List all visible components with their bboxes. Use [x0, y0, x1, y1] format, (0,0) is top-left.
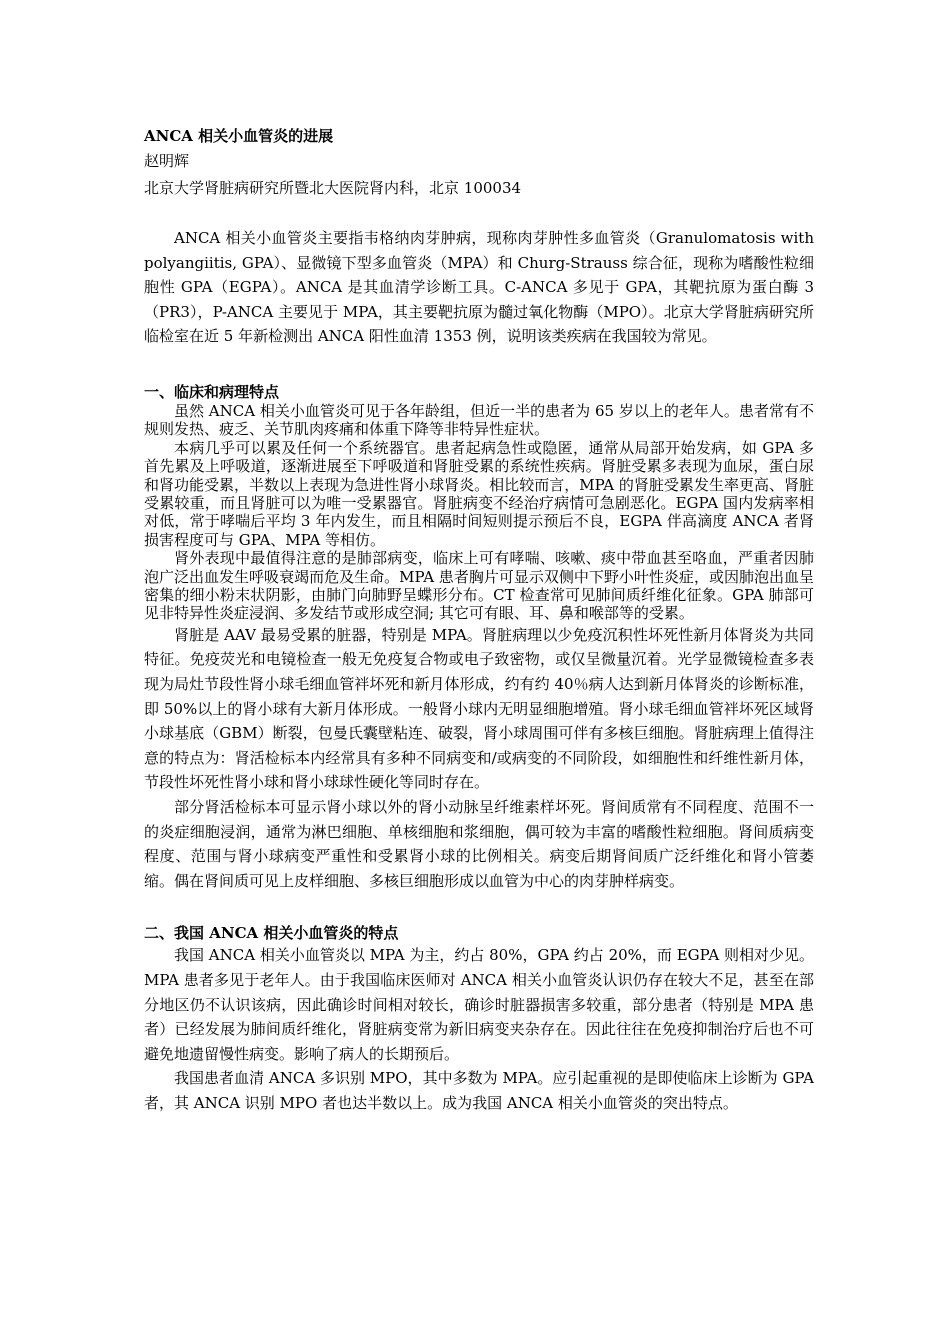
intro-paragraph: ANCA 相关小血管炎主要指韦格纳肉芽肿病，现称肉芽肿性多血管炎（Granulomatosis with polyangiitis, GPA）、显微镜下型多血管炎（MPA）和 Churg-Strauss 综合征，现称为嗜酸性粒细胞性 GPA（EGPA）。ANCA 是其血清学诊断工具。C-ANCA 多见于 GPA，其靶抗原为蛋白酶 3（PR3），P-ANCA 主要见于 MPA，其主要靶抗原为髓过氧化物酶（MPO）。北京大学肾脏病研究所临检室在近 5 年新检测出 ANCA 阳性血清 1353 例，说明该类疾病在我国较为常见。	[144, 229, 814, 346]
author-name: 赵明辉	[144, 152, 190, 170]
section1-paragraph-3: 肾外表现中最值得注意的是肺部病变，临床上可有哮喘、咳嗽、痰中带血甚至咯血，严重者因肺泡广泛出血发生呼吸衰竭而危及生命。MPA 患者胸片可显示双侧中下野小叶性炎症，或因肺泡出血呈密集的细小粉末状阴影，由肺门向肺野呈蝶形分布。CT 检查常可见肺间质纤维化征象。GPA 肺部可见非特异性炎症浸润、多发结节或形成空洞; 其它可有眼、耳、鼻和喉部等的受累。	[144, 549, 814, 623]
section1-paragraph-4: 肾脏是 AAV 最易受累的脏器，特别是 MPA。肾脏病理以少免疫沉积性坏死性新月体肾炎为共同特征。免疫荧光和电镜检查一般无免疫复合物或电子致密物，或仅呈微量沉着。光学显微镜检查多表现为局灶节段性肾小球毛细血管袢坏死和新月体形成，约有约 40％病人达到新月体肾炎的诊断标准，即 50%以上的肾小球有大新月体形成。一般肾小球内无明显细胞增殖。肾小球毛细血管袢坏死区域肾小球基底（GBM）断裂，包曼氏囊壁粘连、破裂，肾小球周围可伴有多核巨细胞。肾脏病理上值得注意的特点为：肾活检标本内经常具有多种不同病变和/或病变的不同阶段，如细胞性和纤维性新月体，节段性坏死性肾小球和肾小球球性硬化等同时存在。	[144, 625, 814, 792]
spacer	[144, 202, 814, 226]
document-title: ANCA 相关小血管炎的进展	[144, 127, 334, 145]
author-affiliation: 北京大学肾脏病研究所暨北大医院肾内科，北京 100034	[144, 179, 522, 197]
spacer	[144, 893, 814, 923]
section2-paragraph-1: 我国 ANCA 相关小血管炎以 MPA 为主，约占 80%，GPA 约占 20%，而 EGPA 则相对少见。MPA 患者多见于老年人。由于我国临床医师对 ANCA 相关小血管炎认识仍存在较大不足，甚至在部分地区仍不认识该病，因此确诊时间相对较长，确诊时脏器损害多较重，部分患者（特别是 MPA 患者）已经发展为肺间质纤维化，肾脏病变常为新旧病变夹杂存在。因此往往在免疫抑制治疗后也不可避免地遗留慢性病变。影响了病人的长期预后。	[144, 946, 814, 1063]
spacer	[144, 349, 814, 382]
section-heading-clinical-pathology: 一、临床和病理特点	[144, 382, 280, 401]
section1-paragraph-5: 部分肾活检标本可显示肾小球以外的肾小动脉呈纤维素样坏死。肾间质常有不同程度、范围不一的炎症细胞浸润，通常为淋巴细胞、单核细胞和浆细胞，偶可较为丰富的嗜酸性粒细胞。肾间质病变程度、范围与肾小球病变严重性和受累肾小球的比例相关。病变后期肾间质广泛纤维化和肾小管萎缩。偶在肾间质可见上皮样细胞、多核巨细胞形成以血管为中心的肉芽肿样病变。	[144, 798, 814, 890]
section-heading-china-features: 二、我国 ANCA 相关小血管炎的特点	[144, 924, 399, 943]
section1-paragraph-2: 本病几乎可以累及任何一个系统器官。患者起病急性或隐匿，通常从局部开始发病，如 GPA 多首先累及上呼吸道，逐渐进展至下呼吸道和肾脏受累的系统性疾病。肾脏受累多表现为血尿，蛋白尿和肾功能受累，半数以上表现为急进性肾小球肾炎。相比较而言，MPA 的肾脏受累发生率更高、肾脏受累较重，而且肾脏可以为唯一受累器官。肾脏病变不经治疗病情可急剧恶化。EGPA 国内发病率相对低，常于哮喘后平均 3 年内发生，而且相隔时间短则提示预后不良，EGPA 伴高滴度 ANCA 者肾损害程度可与 GPA、MPA 等相仿。	[144, 438, 814, 549]
section2-paragraph-2: 我国患者血清 ANCA 多识别 MPO，其中多数为 MPA。应引起重视的是即使临床上诊断为 GPA 者，其 ANCA 识别 MPO 者也达半数以上。成为我国 ANCA 相关小血管炎的突出特点。	[144, 1069, 814, 1112]
section1-paragraph-1: 虽然 ANCA 相关小血管炎可见于各年龄组，但近一半的患者为 65 岁以上的老年人。患者常有不规则发热、疲乏、关节肌肉疼痛和体重下降等非特异性症状。	[144, 401, 814, 439]
